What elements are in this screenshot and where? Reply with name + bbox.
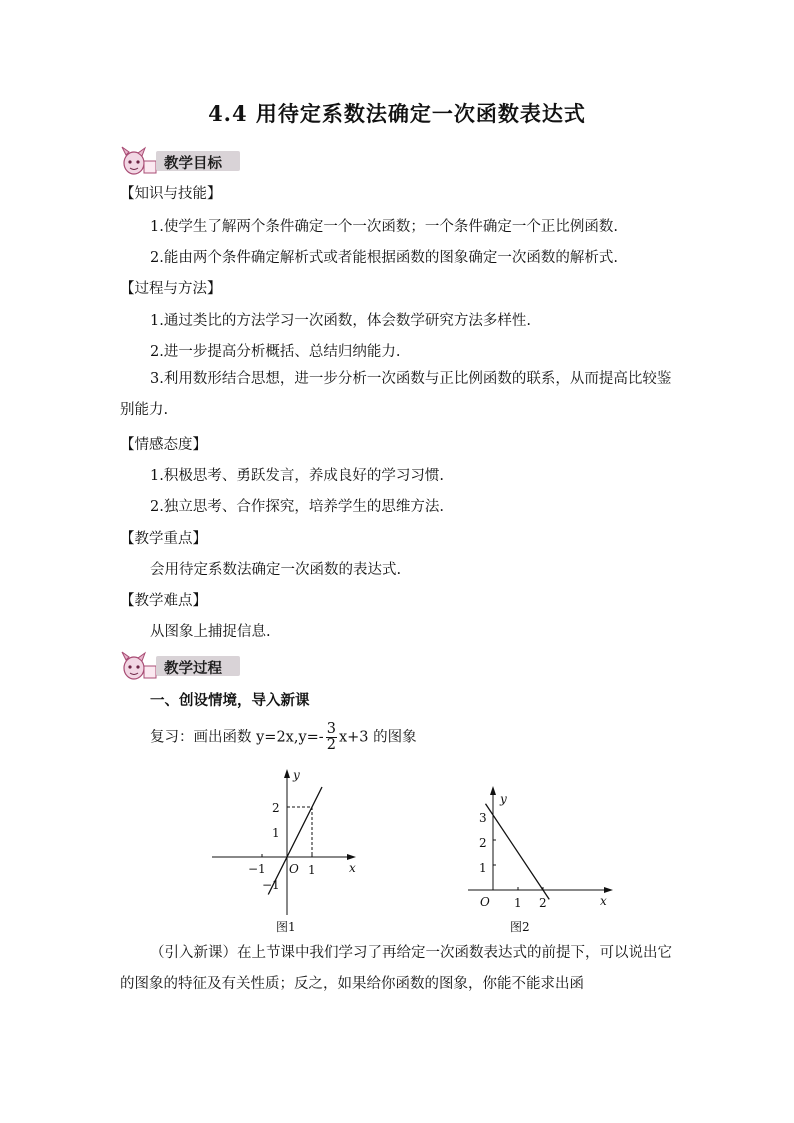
origin-label: O — [289, 862, 299, 876]
banner-label: 教学目标 — [164, 156, 222, 172]
process-item: 3.利用数形结合思想，进一步分析一次函数与正比例函数的联系，从而提高比较鉴别能力. — [120, 371, 672, 418]
attitude-item: 1.积极思考、勇跃发言，养成良好的学习习惯. — [150, 468, 444, 484]
heading-knowledge: 【知识与技能】 — [120, 186, 222, 202]
page-title: 4.4 用待定系数法确定一次函数表达式 — [208, 101, 586, 126]
origin-label: O — [480, 895, 490, 909]
x-axis-label: x — [349, 861, 356, 875]
x-axis-arrow-icon — [347, 854, 356, 860]
process-item: 2.进一步提高分析概括、总结归纳能力. — [150, 344, 401, 360]
y-axis-arrow-icon — [490, 786, 496, 795]
heading-key-point: 【教学重点】 — [120, 531, 207, 547]
y-axis-arrow-icon — [284, 769, 290, 778]
y-tick-label: −1 — [262, 878, 280, 892]
graph-figure-1 — [205, 765, 375, 915]
difficulty-text: 从图象上捕捉信息. — [150, 624, 271, 640]
review-text — [150, 722, 417, 753]
fraction — [326, 722, 337, 753]
function-line — [486, 804, 550, 900]
fraction-numerator: 3 — [326, 721, 336, 737]
y-tick-label: 2 — [479, 836, 487, 850]
y-tick-label: 1 — [272, 826, 280, 840]
x-tick-label: 1 — [308, 863, 316, 877]
y-tick-label: 2 — [272, 801, 280, 815]
knowledge-item: 1.使学生了解两个条件确定一个一次函数；一个条件确定一个正比例函数. — [150, 219, 618, 235]
y-axis-label: y — [500, 792, 507, 806]
figure-caption-2: 图2 — [510, 920, 530, 934]
y-tick-label: 1 — [479, 861, 487, 875]
section-banner-process — [118, 650, 243, 680]
attitude-item: 2.独立思考、合作探究，培养学生的思维方法. — [150, 499, 444, 515]
graph-figure-2 — [465, 780, 620, 910]
x-axis-arrow-icon — [604, 887, 613, 893]
figure-caption-1: 图1 — [276, 920, 296, 934]
knowledge-item: 2.能由两个条件确定解析式或者能根据函数的图象确定一次函数的解析式. — [150, 250, 618, 266]
process-item: 1.通过类比的方法学习一次函数，体会数学研究方法多样性. — [150, 313, 531, 329]
y-axis-label: y — [293, 768, 300, 782]
review-prefix: 复习：画出函数 y=2x,y=- — [150, 729, 324, 746]
heading-attitude: 【情感态度】 — [120, 437, 207, 453]
subheading-intro: 一、创设情境，导入新课 — [150, 692, 310, 709]
heading-process: 【过程与方法】 — [120, 281, 222, 297]
fraction-denominator: 2 — [326, 737, 336, 753]
x-axis-label: x — [600, 894, 607, 908]
section-banner-objectives — [118, 145, 243, 175]
y-tick-label: 3 — [479, 811, 487, 825]
key-point-text: 会用待定系数法确定一次函数的表达式. — [150, 562, 402, 578]
review-suffix: x+3 的图象 — [338, 729, 417, 746]
x-tick-label: 1 — [514, 896, 522, 910]
banner-label: 教学过程 — [164, 661, 222, 677]
x-tick-label: 2 — [539, 896, 547, 910]
heading-difficulty: 【教学难点】 — [120, 593, 207, 609]
intro-paragraph: （引入新课）在上节课中我们学习了再给定一次函数表达式的前提下，可以说出它的图象的特征及有关性质；反之，如果给你函数的图象，你能不能求出函 — [120, 945, 672, 992]
x-tick-label: −1 — [248, 862, 266, 876]
